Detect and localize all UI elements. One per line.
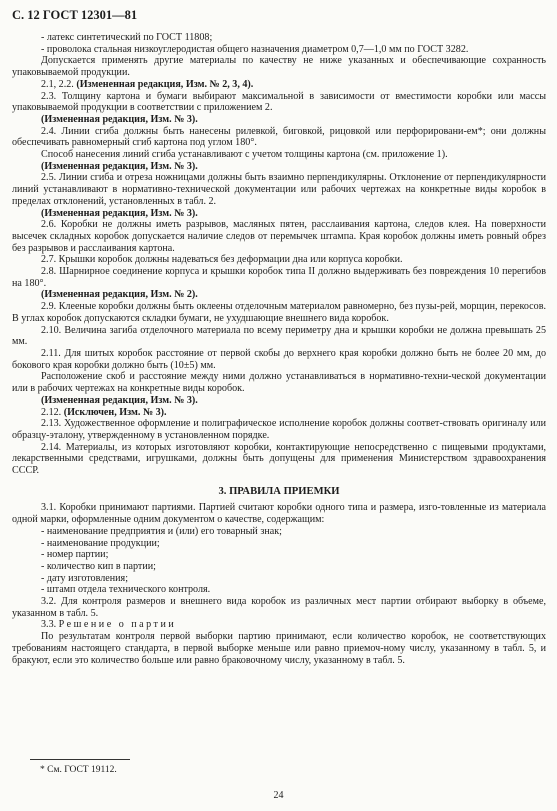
paragraph-text: 2.7. Крышки коробок должны надеваться без деформации дна или корпуса коробки.: [41, 254, 403, 266]
paragraph: [12, 44, 546, 56]
paragraph: [12, 561, 546, 573]
paragraph-text: 2.10. Величина загиба отделочного материала по всему периметру дна и крышки коробки не должна превышать 25 мм.: [12, 324, 546, 348]
paragraph-text: 3.3.: [41, 619, 59, 631]
amendment-note: (Измененная редакция, Изм. № 3).: [41, 394, 198, 406]
paragraph: [12, 395, 546, 407]
paragraph-text: 2.13. Художественное оформление и полиграфическое исполнение коробок должны соответ-ствовать оригиналу или образцу-эталону, утвержденному в установленном порядке.: [12, 418, 546, 441]
paragraph-text: - номер партии;: [41, 549, 109, 561]
paragraph-text: - дату изготовления;: [41, 572, 129, 584]
paragraph-text: 2.1, 2.2.: [41, 78, 77, 90]
footnote-divider: [30, 759, 130, 760]
paragraph: [12, 418, 546, 441]
paragraph-text: 2.3. Толщину картона и бумаги выбирают максимальной в зависимости от вместимости коробки или массы упаковываемой продукции в соответствии с приложением 2.: [12, 90, 546, 114]
paragraph: [12, 407, 546, 419]
paragraph: [12, 538, 546, 550]
spaced-heading: Решение о партии: [58, 619, 177, 631]
paragraph-text: - проволока стальная низкоуглеродистая общего назначения диаметром 0,7—1,0 мм по ГОСТ 3282.: [41, 43, 469, 55]
paragraph: [12, 371, 546, 394]
paragraph-text: 2.5. Линии сгиба и отреза ножницами должны быть взаимно перпендикулярны. Отклонение от перпендикулярности линий устанавливают в нормативно-технической документации или рабочих чертежах на конкретные виды коробок в пределах отклонений, установленных в табл. 2.: [12, 172, 546, 207]
paragraph: [12, 219, 546, 254]
paragraph-text: 2.9. Клееные коробки должны быть оклеены отделочным материалом равномерно, без пузы-рей, морщин, перекосов. В углах коробок допускаются складки бумаги, не ухудшающие внешнего вида коробок.: [12, 301, 546, 324]
paragraph-text: 3.2. Для контроля размеров и внешнего вида коробок из различных мест партии отбирают выборку в объеме, указанном в табл. 5.: [12, 596, 546, 619]
document-body: [12, 32, 546, 666]
paragraph: [12, 149, 546, 161]
paragraph-text: - штамп отдела технического контроля.: [41, 584, 211, 596]
paragraph-text: - латекс синтетический по ГОСТ 11808;: [41, 32, 213, 43]
paragraph: [12, 619, 546, 631]
paragraph: [12, 502, 546, 525]
paragraph: [12, 79, 546, 91]
paragraph: [12, 266, 546, 289]
paragraph: [12, 584, 546, 596]
paragraph-text: 2.4. Линии сгиба должны быть нанесены рилевкой, биговкой, рицовкой или перфорировани-ем*; они должны обеспечивать равномерный сгиб картона под углом 180°.: [12, 125, 546, 149]
paragraph: [12, 161, 546, 173]
paragraph: [12, 442, 546, 477]
paragraph-text: Расположение скоб и расстояние между ними должно устанавливаться в нормативно-техни-ческой документации или в рабочих чертежах на конкретные виды коробок.: [12, 371, 546, 395]
paragraph: [12, 348, 546, 371]
paragraph-text: По результатам контроля первой выборки партию принимают, если количество коробок, не соответствующих требованиям настоящего стандарта, в первой выборке меньше или равно приемоч-ному числу, указанному в табл. 5, и бракуют, если это количество больше или равно браковочному числу, указанному в табл. 5.: [12, 631, 546, 666]
paragraph-text: - наименование предприятия и (или) его товарный знак;: [41, 525, 282, 537]
paragraph-text: 3.1. Коробки принимают партиями. Партией считают коробки одного типа и размера, изго-товленные из материала одной марки, оформленные одним документом о качестве, содержащим:: [12, 502, 546, 526]
paragraph: [12, 573, 546, 585]
paragraph: [12, 91, 546, 114]
footnote: * См. ГОСТ 19112.: [40, 765, 117, 775]
paragraph: [12, 301, 546, 324]
section-3-text: [12, 502, 546, 666]
amendment-note: (Измененная редакция, Изм. № 3).: [41, 207, 198, 219]
paragraph-text: 2.6. Коробки не должны иметь разрывов, масляных пятен, расслаивания картона, следов клея. На поверхности высечек складных коробок допускается наличие следов от перемычек штампа. Края коробок должны иметь ровный обрез без разрывов и расслаивания картона.: [12, 219, 546, 254]
paragraph-text: 2.14. Материалы, из которых изготовляют коробки, контактирующие непосредственно с пищевыми продуктами, лекарственными средствами, игрушками, должны быть допущены для применения Министерством здравоохранения СССР.: [12, 441, 546, 477]
paragraph: [12, 208, 546, 220]
paragraph-text: Способ нанесения линий сгиба устанавливают с учетом толщины картона (см. приложение 1).: [41, 149, 448, 161]
paragraph: [12, 172, 546, 207]
section-3-title: 3. ПРАВИЛА ПРИЕМКИ: [218, 485, 340, 497]
amendment-note: (Измененная редакция, Изм. № 3).: [41, 113, 198, 125]
paragraph: [12, 55, 546, 78]
paragraph: [12, 289, 546, 301]
paragraph: [12, 631, 546, 666]
paragraph: [12, 526, 546, 538]
paragraph-text: 2.11. Для шитых коробок расстояние от первой скобы до верхнего края коробки должно быть не более 20 мм, до бокового края коробки должно быть (10±5) мм.: [12, 347, 546, 371]
amendment-note: (Исключен, Изм. № 3).: [63, 406, 167, 418]
paragraph: [12, 596, 546, 619]
page-header: С. 12 ГОСТ 12301—81: [12, 8, 138, 22]
paragraph: [12, 32, 546, 44]
amendment-note: (Измененная редакция, Изм. № 2).: [41, 289, 198, 301]
paragraph-text: - количество кип в партии;: [41, 560, 156, 572]
paragraph: [12, 254, 546, 266]
paragraph-text: 2.12.: [41, 406, 64, 418]
paragraph: [12, 325, 546, 348]
paragraph-text: 2.8. Шарнирное соединение корпуса и крышки коробок типа II должно выдерживать без повреждения 10 перегибов на 180°.: [12, 266, 546, 289]
section-2-text: [12, 32, 546, 477]
paragraph-text: Допускается применять другие материалы по качеству не ниже указанных и обеспечивающие сохранность упаковываемой продукции.: [12, 55, 546, 79]
paragraph: [12, 549, 546, 561]
paragraph-text: - наименование продукции;: [41, 537, 160, 549]
page-number: 24: [273, 790, 284, 801]
amendment-note: (Измененная редакция, Изм. № 2, 3, 4).: [76, 78, 254, 90]
paragraph: [12, 114, 546, 126]
amendment-note: (Измененная редакция, Изм. № 3).: [41, 160, 198, 172]
paragraph: [12, 126, 546, 149]
